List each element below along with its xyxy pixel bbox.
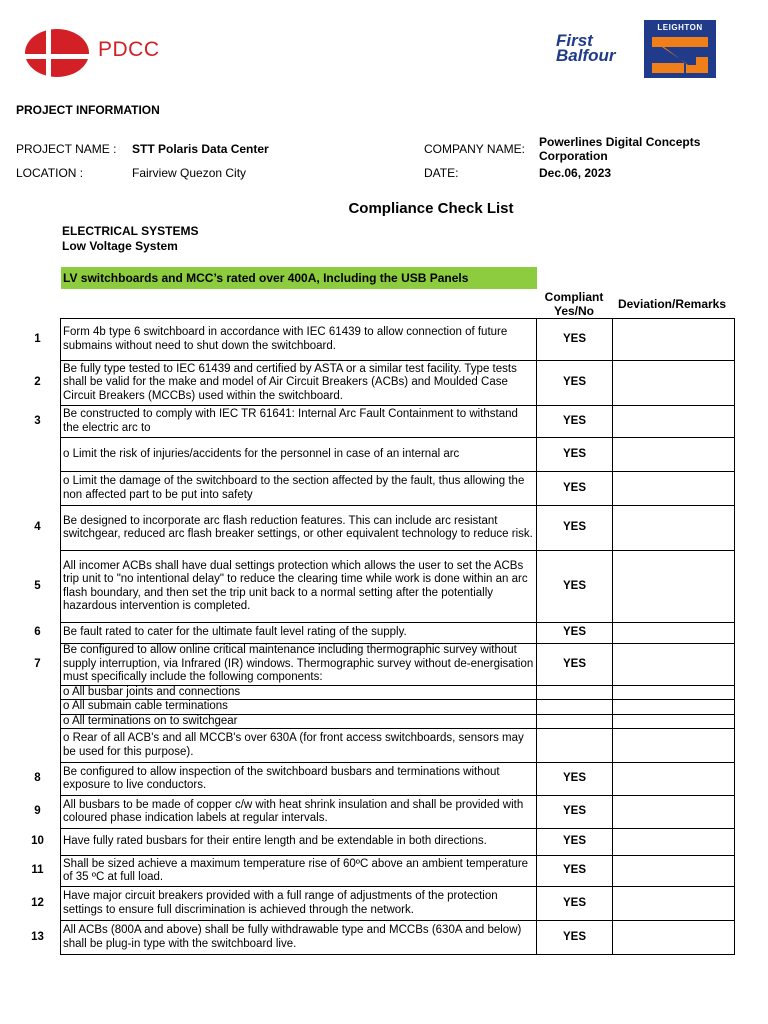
- row-compliant: YES: [537, 551, 613, 623]
- row-compliant: [537, 700, 613, 715]
- pdcc-logo-text: PDCC: [98, 38, 160, 61]
- table-row: [15, 551, 735, 623]
- row-compliant: [537, 685, 613, 700]
- table-row: [15, 796, 735, 829]
- row-number: 2: [34, 376, 41, 389]
- company-name-line2: Corporation: [539, 149, 608, 163]
- row-compliant: YES: [537, 506, 613, 551]
- project-info-heading: PROJECT INFORMATION: [16, 103, 160, 117]
- row-compliant: YES: [537, 796, 613, 829]
- row-description: All incomer ACBs shall have dual settings protection which allows the user to set the ACBs trip unit to "no intentional delay" to reduce the clearing time while work is done within an arc flash boundary, and then set the trip unit back to a normal setting after the potentially hazardous intervention is completed.: [61, 551, 537, 623]
- table-row: [15, 714, 735, 729]
- row-compliant: YES: [537, 644, 613, 686]
- col-remarks-header: Deviation/Remarks: [617, 297, 727, 311]
- checklist-table: [15, 318, 735, 955]
- row-remarks[interactable]: [613, 438, 735, 472]
- row-remarks[interactable]: [613, 714, 735, 729]
- row-description: o All busbar joints and connections: [61, 685, 537, 700]
- row-compliant: YES: [537, 623, 613, 644]
- row-number: 1: [34, 332, 41, 345]
- table-row: [15, 921, 735, 955]
- row-description: Be constructed to comply with IEC TR 61641: Internal Arc Fault Containment to withstand the electric arc to: [61, 406, 537, 438]
- row-description: o All submain cable terminations: [61, 700, 537, 715]
- location-value: Fairview Quezon City: [132, 166, 247, 180]
- row-number: 4: [34, 521, 41, 534]
- table-row: [15, 506, 735, 551]
- row-number: [15, 685, 61, 700]
- table-row: [15, 361, 735, 406]
- row-description: o Limit the damage of the switchboard to the section affected by the fault, thus allowing the non affected part to be put into safety: [61, 472, 537, 506]
- row-compliant: YES: [537, 887, 613, 921]
- first-balfour-logo: [556, 33, 616, 63]
- row-description: Be configured to allow online critical maintenance including thermographic survey without supply interruption, via Infrared (IR) windows. Thermographic survey without de-energisation must specifically include the following components:: [61, 644, 537, 686]
- row-number: [15, 438, 61, 472]
- date-label: DATE:: [424, 166, 459, 180]
- company-name-label: COMPANY NAME:: [424, 142, 525, 156]
- row-compliant: YES: [537, 472, 613, 506]
- table-row: [15, 700, 735, 715]
- row-description: Be fault rated to cater for the ultimate fault level rating of the supply.: [61, 623, 537, 644]
- row-remarks[interactable]: [613, 700, 735, 715]
- row-compliant: YES: [537, 856, 613, 887]
- row-description: Be designed to incorporate arc flash reduction features. This can include arc resistant switchgear, reduced arc flash breaker settings, or other equivalent technology to reduce risk.: [61, 506, 537, 551]
- leighton-label: LEIGHTON: [657, 23, 703, 32]
- table-row: [15, 406, 735, 438]
- row-compliant: YES: [537, 438, 613, 472]
- row-remarks[interactable]: [613, 551, 735, 623]
- row-compliant: YES: [537, 319, 613, 361]
- row-remarks[interactable]: [613, 921, 735, 955]
- row-compliant: [537, 714, 613, 729]
- row-description: o Rear of all ACB's and all MCCB's over 630A (for front access switchboards, sensors may be used for this purpose).: [61, 729, 537, 763]
- checklist-title: Compliance Check List: [348, 200, 514, 217]
- row-description: Form 4b type 6 switchboard in accordance with IEC 61439 to allow connection of future submains without need to shut down the switchboard.: [61, 319, 537, 361]
- row-compliant: YES: [537, 361, 613, 406]
- row-remarks[interactable]: [613, 406, 735, 438]
- row-description: Be configured to allow inspection of the switchboard busbars and terminations without exposure to live conductors.: [61, 763, 537, 796]
- row-compliant: [537, 729, 613, 763]
- row-number: [15, 729, 61, 763]
- project-name-value: STT Polaris Data Center: [132, 142, 269, 156]
- col-compliant-line2: Yes/No: [553, 304, 595, 318]
- row-number: 10: [31, 835, 44, 848]
- row-remarks[interactable]: [613, 319, 735, 361]
- company-name-line1: Powerlines Digital Concepts: [539, 135, 701, 149]
- leighton-mark-icon: [650, 35, 710, 75]
- row-compliant: YES: [537, 921, 613, 955]
- location-label: LOCATION :: [16, 166, 84, 180]
- row-remarks[interactable]: [613, 623, 735, 644]
- row-description: Be fully type tested to IEC 61439 and certified by ASTA or a similar test facility. Type tests shall be valid for the make and model of Air Circuit Breakers (ACBs) and Moulded Case Circuit Breakers (MCCBs) used within the switchboard.: [61, 361, 537, 406]
- company-name-value: [539, 135, 700, 163]
- row-remarks[interactable]: [613, 361, 735, 406]
- row-number: 8: [34, 772, 41, 785]
- row-remarks[interactable]: [613, 729, 735, 763]
- row-number: 5: [34, 579, 41, 592]
- project-name-label: PROJECT NAME :: [16, 142, 117, 156]
- row-remarks[interactable]: [613, 685, 735, 700]
- col-compliant-header: [538, 290, 610, 318]
- row-remarks[interactable]: [613, 763, 735, 796]
- table-row: [15, 763, 735, 796]
- row-number: 11: [31, 864, 44, 877]
- row-number: 9: [34, 805, 41, 818]
- date-value: Dec.06, 2023: [539, 166, 612, 180]
- table-row: [15, 829, 735, 856]
- first-balfour-line2: Balfour: [556, 46, 616, 65]
- subcategory-label: Low Voltage System: [62, 239, 178, 253]
- row-number: 6: [34, 626, 41, 639]
- row-remarks[interactable]: [613, 506, 735, 551]
- row-remarks[interactable]: [613, 796, 735, 829]
- row-number: [15, 714, 61, 729]
- row-description: Have fully rated busbars for their entire length and be extendable in both directions.: [61, 829, 537, 856]
- row-remarks[interactable]: [613, 887, 735, 921]
- row-description: o Limit the risk of injuries/accidents for the personnel in case of an internal arc: [61, 438, 537, 472]
- pdcc-logo-icon: [24, 28, 90, 78]
- row-description: All busbars to be made of copper c/w with heat shrink insulation and shall be provided with coloured phase indication labels at regular intervals.: [61, 796, 537, 829]
- table-row: [15, 856, 735, 887]
- row-remarks[interactable]: [613, 472, 735, 506]
- row-remarks[interactable]: [613, 644, 735, 686]
- row-description: Shall be sized achieve a maximum temperature rise of 60ºC above an ambient temperature of 35 ºC at full load.: [61, 856, 537, 887]
- table-row: [15, 729, 735, 763]
- section-heading: LV switchboards and MCC’s rated over 400A, Including the USB Panels: [61, 267, 537, 289]
- leighton-logo: [644, 20, 716, 78]
- table-row: [15, 319, 735, 361]
- table-row: [15, 438, 735, 472]
- table-row: [15, 887, 735, 921]
- row-number: 12: [31, 896, 44, 909]
- row-description: o All terminations on to switchgear: [61, 714, 537, 729]
- row-description: All ACBs (800A and above) shall be fully withdrawable type and MCCBs (630A and below) shall be plug-in type with the switchboard live.: [61, 921, 537, 955]
- table-row: [15, 685, 735, 700]
- row-number: 3: [34, 414, 41, 427]
- row-number: 7: [34, 657, 41, 670]
- row-number: [15, 472, 61, 506]
- first-balfour-line1: First: [556, 31, 593, 50]
- row-description: Have major circuit breakers provided with a full range of adjustments of the protection settings to ensure full discrimination is achieved through the network.: [61, 887, 537, 921]
- col-compliant-line1: Compliant: [544, 290, 604, 304]
- row-remarks[interactable]: [613, 829, 735, 856]
- table-row: [15, 472, 735, 506]
- row-number: 13: [31, 930, 44, 943]
- row-compliant: YES: [537, 829, 613, 856]
- table-row: [15, 623, 735, 644]
- row-remarks[interactable]: [613, 856, 735, 887]
- row-number: [15, 700, 61, 715]
- category-label: ELECTRICAL SYSTEMS: [62, 224, 199, 238]
- row-compliant: YES: [537, 406, 613, 438]
- table-row: [15, 644, 735, 686]
- row-compliant: YES: [537, 763, 613, 796]
